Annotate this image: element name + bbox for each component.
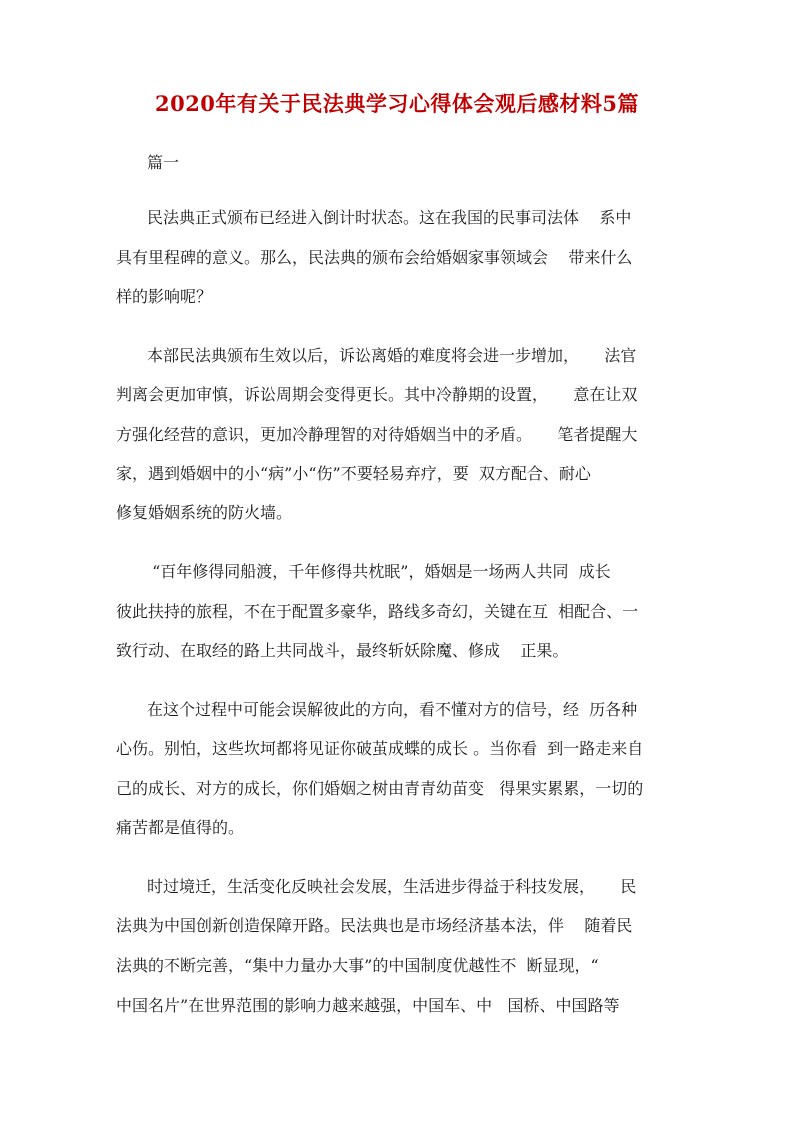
paragraph-1-line-1: 民法典正式颁布已经进入倒计时状态。这在我国的民事司法体 系中 [147,208,632,227]
paragraph-3-line-1: “百年修得同船渡，千年修得共枕眠”，婚姻是一场两人共同 成长 [147,562,611,581]
paragraph-4-line-4: 痛苦都是值得的。 [116,818,245,837]
paragraph-2-line-5: 修复婚姻系统的防火墙。 [116,503,293,522]
paragraph-2-line-1: 本部民法典颁布生效以后，诉讼离婚的难度将会进一步增加， 法官 [147,346,637,365]
document-title: 2020年有关于民法典学习心得体会观后感材料5篇 [154,91,640,116]
paragraph-5-line-2: 法典为中国创新创造保障开路。民法典也是市场经济基本法，伴 随着民 [116,916,633,935]
paragraph-5-line-4: 中国名片”在世界范围的影响力越来越强，中国车、中 国桥、中国路等 [116,996,620,1015]
paragraph-2-line-4: 家，遇到婚姻中的小“病”小“伤”不要轻易弃疗，要 双方配合、耐心 [116,464,591,483]
paragraph-1-line-3: 样的影响呢？ [116,287,213,306]
paragraph-3-line-2: 彼此扶持的旅程，不在于配置多豪华，路线多奇幻，关键在互 相配合、一 [116,602,639,621]
paragraph-2-line-3: 方强化经营的意识，更加冷静理智的对待婚姻当中的矛盾。 笔者提醒大 [116,425,638,444]
paragraph-2-line-2: 判离会更加审慎，诉讼周期会变得更长。其中冷静期的设置， 意在让双 [116,385,638,404]
paragraph-5-line-3: 法典的不断完善，“集中力量办大事”的中国制度优越性不 断显现，“ [116,956,599,975]
paragraph-4-line-1: 在这个过程中可能会误解彼此的方向，看不懂对方的信号，经 历各种 [147,700,638,719]
paragraph-4-line-3: 己的成长、对方的成长，你们婚姻之树由青青幼苗变 得果实累累，一切的 [116,779,644,798]
paragraph-3-line-3: 致行动、在取经的路上共同战斗，最终斩妖除魔、修成 正果。 [116,641,569,660]
paragraph-1-line-2: 具有里程碑的意义。那么，民法典的颁布会给婚姻家事领域会 带来什么 [116,248,633,267]
section-heading: 篇一 [147,153,180,172]
paragraph-5-line-1: 时过境迁，生活变化反映社会发展，生活进步得益于科技发展， 民 [147,877,637,896]
paragraph-4-line-2: 心伤。别怕，这些坎坷都将见证你破茧成蝶的成长 。当你看 到一路走来自 [116,739,644,758]
